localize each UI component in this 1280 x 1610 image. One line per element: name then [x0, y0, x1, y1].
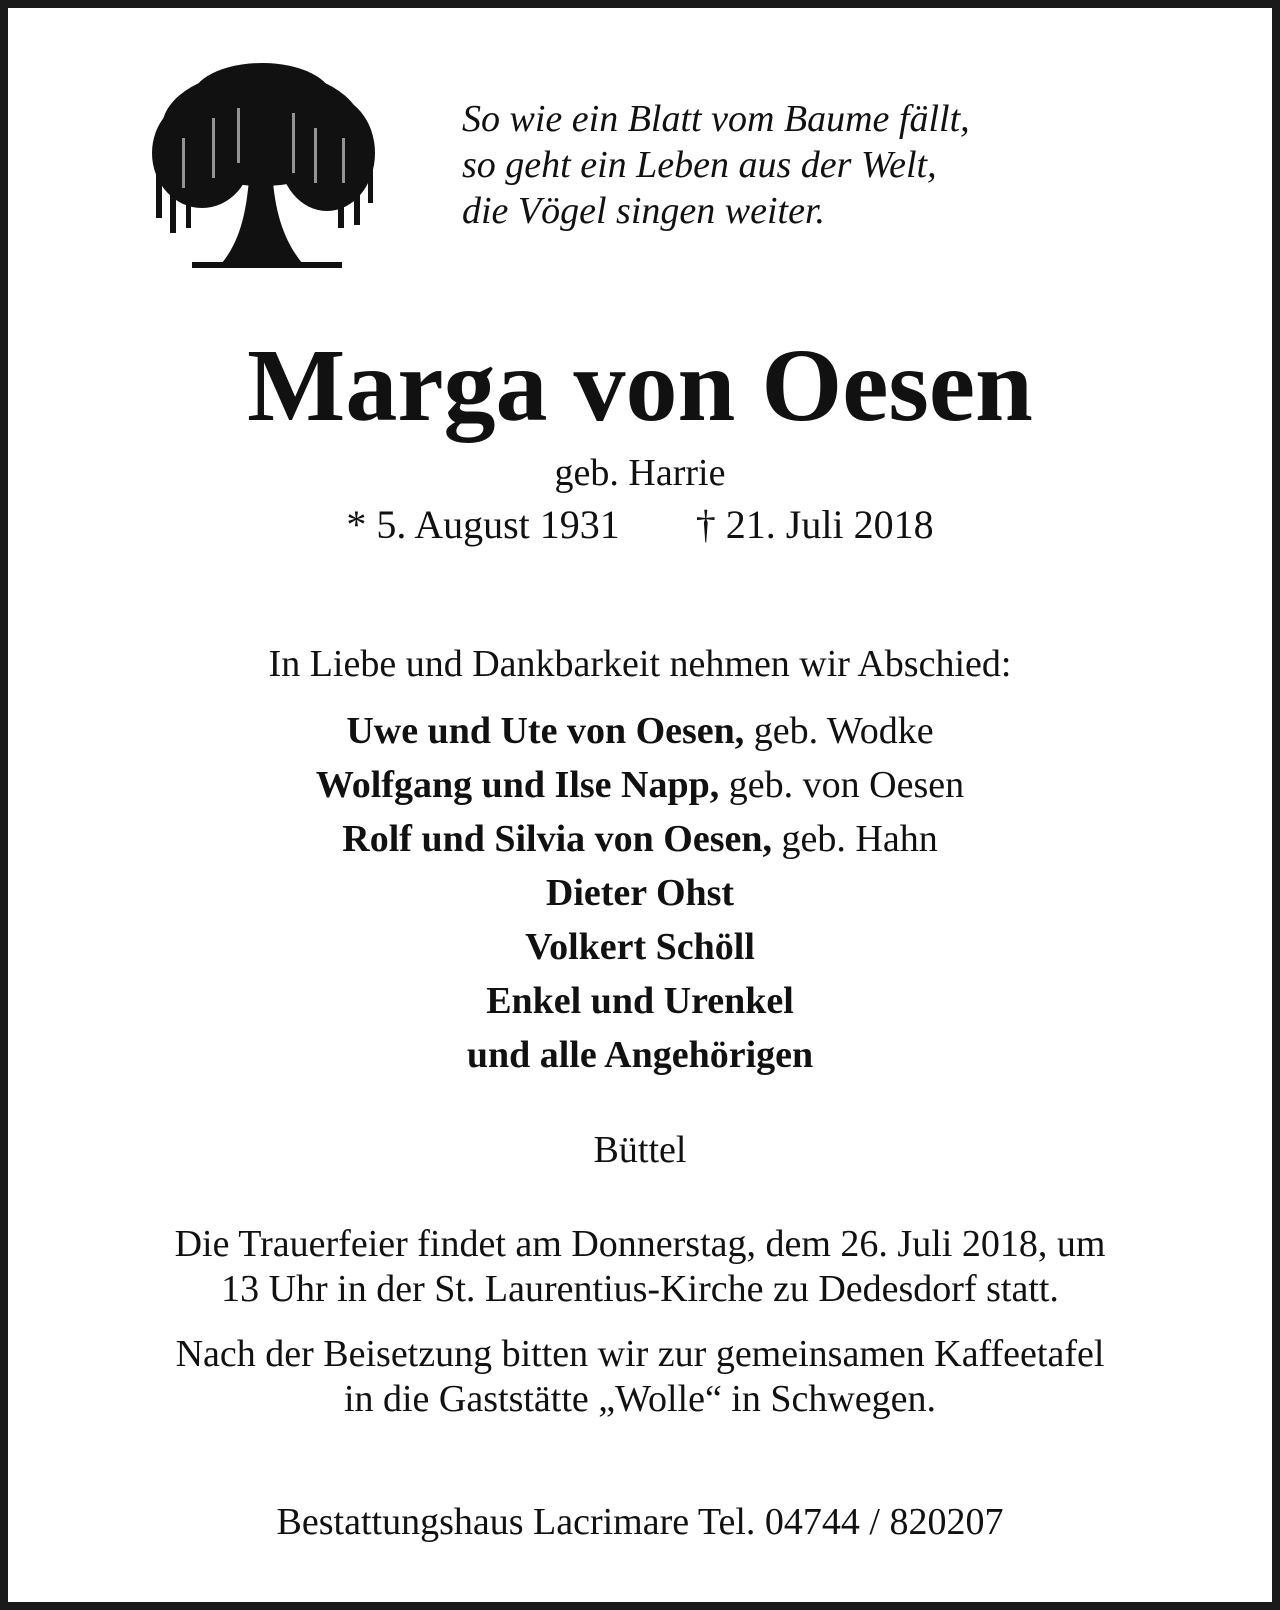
- mourner-names: Wolfgang und Ilse Napp,: [315, 764, 720, 806]
- farewell-intro: In Liebe und Dankbarkeit nehmen wir Abschied:: [268, 643, 1012, 685]
- mourner-entry: [8, 866, 1272, 920]
- mourner-entry: [8, 1028, 1272, 1082]
- verse-line: die Vögel singen weiter.: [462, 190, 826, 232]
- mourner-names: und alle Angehörigen: [466, 1034, 814, 1076]
- birth-date: * 5. August 1931: [346, 502, 620, 547]
- mourner-maiden-name: geb. Wodke: [744, 710, 934, 752]
- ceremony-info: [8, 1222, 1272, 1312]
- verse-line: So wie ein Blatt vom Baume fällt,: [462, 98, 970, 140]
- mourner-maiden-name: geb. von Oesen: [719, 764, 965, 806]
- life-dates: [8, 500, 1272, 550]
- death-date: † 21. Juli 2018: [695, 502, 934, 547]
- mourners-list: [8, 704, 1272, 1082]
- mourner-names: Dieter Ohst: [545, 872, 735, 914]
- verse-line: so geht ein Leben aus der Welt,: [462, 144, 937, 186]
- verse: [462, 96, 970, 234]
- reception-line: Nach der Beisetzung bitten wir zur gemeinsamen Kaffeetafel: [175, 1333, 1105, 1375]
- maiden-name: geb. Harrie: [554, 452, 726, 494]
- ceremony-line: 13 Uhr in der St. Laurentius-Kirche zu Dedesdorf statt.: [221, 1268, 1059, 1310]
- funeral-home-contact: Bestattungshaus Lacrimare Tel. 04744 / 820207: [276, 1501, 1004, 1543]
- mourner-entry: [8, 704, 1272, 758]
- mourner-names: Uwe und Ute von Oesen,: [346, 710, 745, 752]
- mourner-names: Rolf und Silvia von Oesen,: [342, 818, 773, 860]
- mourner-entry: [8, 974, 1272, 1028]
- reception-line: in die Gaststätte „Wolle“ in Schwegen.: [343, 1378, 937, 1420]
- place-name: Büttel: [593, 1129, 687, 1171]
- weeping-willow-tree-icon: [142, 58, 382, 278]
- mourner-names: Volkert Schöll: [525, 926, 755, 968]
- ceremony-line: Die Trauerfeier findet am Donnerstag, dem 26. Juli 2018, um: [174, 1223, 1106, 1265]
- reception-info: [8, 1332, 1272, 1422]
- mourner-maiden-name: geb. Hahn: [772, 818, 938, 860]
- deceased-name: Marga von Oesen: [247, 328, 1033, 443]
- mourner-names: Enkel und Urenkel: [486, 980, 794, 1022]
- mourner-entry: [8, 920, 1272, 974]
- mourner-entry: [8, 812, 1272, 866]
- mourner-entry: [8, 758, 1272, 812]
